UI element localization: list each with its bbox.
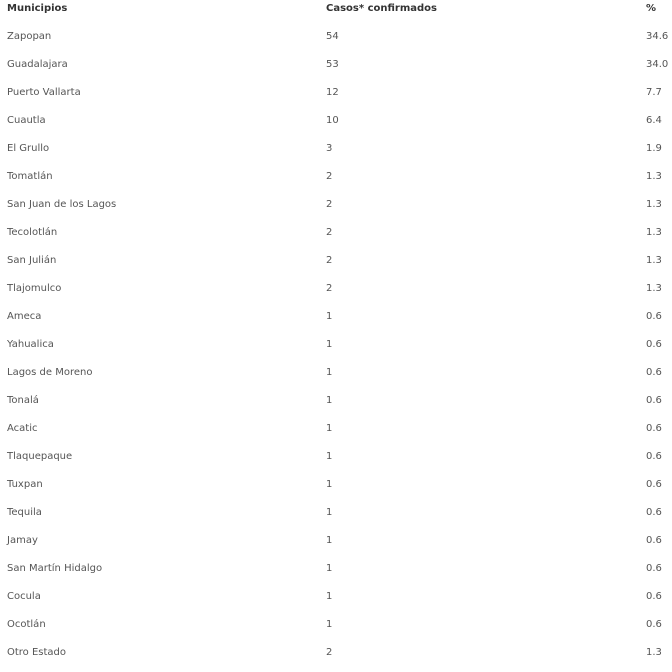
cell-municipio: Tomatlán (7, 171, 53, 182)
cell-municipio: Lagos de Moreno (7, 367, 93, 378)
cell-casos: 1 (326, 311, 333, 322)
cell-municipio: Tlaquepaque (7, 451, 73, 462)
cell-casos: 1 (326, 619, 333, 630)
cell-municipio: San Juan de los Lagos (7, 199, 117, 210)
cell-municipio: Yahualica (7, 339, 54, 350)
cell-percent: 0.6 (646, 451, 662, 462)
cell-casos: 1 (326, 591, 333, 602)
cell-casos: 10 (326, 115, 339, 126)
cell-percent: 1.3 (646, 227, 662, 238)
cell-municipio: Guadalajara (7, 59, 68, 70)
cell-percent: 1.3 (646, 647, 662, 658)
cell-casos: 2 (326, 255, 333, 266)
table-row (0, 476, 672, 504)
cell-municipio: Tecolotlán (7, 227, 58, 238)
cell-municipio: San Martín Hidalgo (7, 563, 103, 574)
table-row (0, 196, 672, 224)
table-row (0, 140, 672, 168)
table-row (0, 588, 672, 616)
cell-percent: 34.0 (646, 59, 669, 70)
cell-casos: 1 (326, 535, 333, 546)
header-casos-confirmados: Casos* confirmados (326, 3, 437, 14)
table-row (0, 616, 672, 644)
table-row (0, 336, 672, 364)
cell-casos: 1 (326, 451, 333, 462)
cell-percent: 0.6 (646, 479, 662, 490)
cell-casos: 1 (326, 423, 333, 434)
table-row (0, 280, 672, 308)
header-municipios: Municipios (7, 3, 68, 14)
cell-percent: 6.4 (646, 115, 662, 126)
cell-casos: 53 (326, 59, 339, 70)
cell-municipio: Tonalá (7, 395, 39, 406)
cell-percent: 0.6 (646, 619, 662, 630)
cell-percent: 7.7 (646, 87, 662, 98)
cell-municipio: Puerto Vallarta (7, 87, 81, 98)
table-row (0, 420, 672, 448)
cell-municipio: Tlajomulco (7, 283, 62, 294)
cell-casos: 1 (326, 563, 333, 574)
table-row (0, 252, 672, 280)
table-row (0, 224, 672, 252)
cell-casos: 1 (326, 507, 333, 518)
table-row (0, 504, 672, 532)
cell-percent: 0.6 (646, 563, 662, 574)
cell-percent: 0.6 (646, 535, 662, 546)
table-row (0, 168, 672, 196)
cell-municipio: San Julián (7, 255, 57, 266)
cell-municipio: Acatic (7, 423, 38, 434)
cell-casos: 1 (326, 339, 333, 350)
cell-casos: 2 (326, 647, 333, 658)
cell-casos: 2 (326, 199, 333, 210)
header-percent: % (646, 3, 657, 14)
cases-table (0, 0, 672, 22)
cell-municipio: Ocotlán (7, 619, 46, 630)
cell-municipio: Tequila (7, 507, 42, 518)
table-row (0, 448, 672, 476)
cell-municipio: Cuautla (7, 115, 46, 126)
cell-percent: 0.6 (646, 591, 662, 602)
cell-municipio: Tuxpan (7, 479, 43, 490)
cell-municipio: Otro Estado (7, 647, 67, 658)
table-row (0, 28, 672, 56)
cell-percent: 0.6 (646, 507, 662, 518)
cell-casos: 1 (326, 367, 333, 378)
cell-casos: 54 (326, 31, 339, 42)
table-header-row (0, 0, 672, 22)
table-row (0, 56, 672, 84)
cell-casos: 2 (326, 283, 333, 294)
cell-percent: 0.6 (646, 367, 662, 378)
cell-casos: 12 (326, 87, 339, 98)
cell-percent: 34.6 (646, 31, 669, 42)
table-row (0, 364, 672, 392)
cell-casos: 3 (326, 143, 333, 154)
cell-percent: 0.6 (646, 311, 662, 322)
table-row (0, 112, 672, 140)
cell-municipio: Zapopan (7, 31, 52, 42)
cell-percent: 0.6 (646, 395, 662, 406)
table-row (0, 308, 672, 336)
cell-municipio: Cocula (7, 591, 41, 602)
cell-percent: 1.3 (646, 283, 662, 294)
cell-casos: 1 (326, 479, 333, 490)
cell-casos: 1 (326, 395, 333, 406)
cell-municipio: El Grullo (7, 143, 50, 154)
cell-casos: 2 (326, 171, 333, 182)
table-row (0, 644, 672, 672)
cell-percent: 1.9 (646, 143, 662, 154)
table-row (0, 532, 672, 560)
cell-percent: 1.3 (646, 171, 662, 182)
cell-municipio: Jamay (7, 535, 38, 546)
table-row (0, 560, 672, 588)
table-row (0, 392, 672, 420)
cell-percent: 1.3 (646, 255, 662, 266)
cell-casos: 2 (326, 227, 333, 238)
table-row (0, 84, 672, 112)
cell-percent: 0.6 (646, 423, 662, 434)
cell-percent: 1.3 (646, 199, 662, 210)
cell-percent: 0.6 (646, 339, 662, 350)
table-body (0, 28, 672, 672)
cell-municipio: Ameca (7, 311, 42, 322)
